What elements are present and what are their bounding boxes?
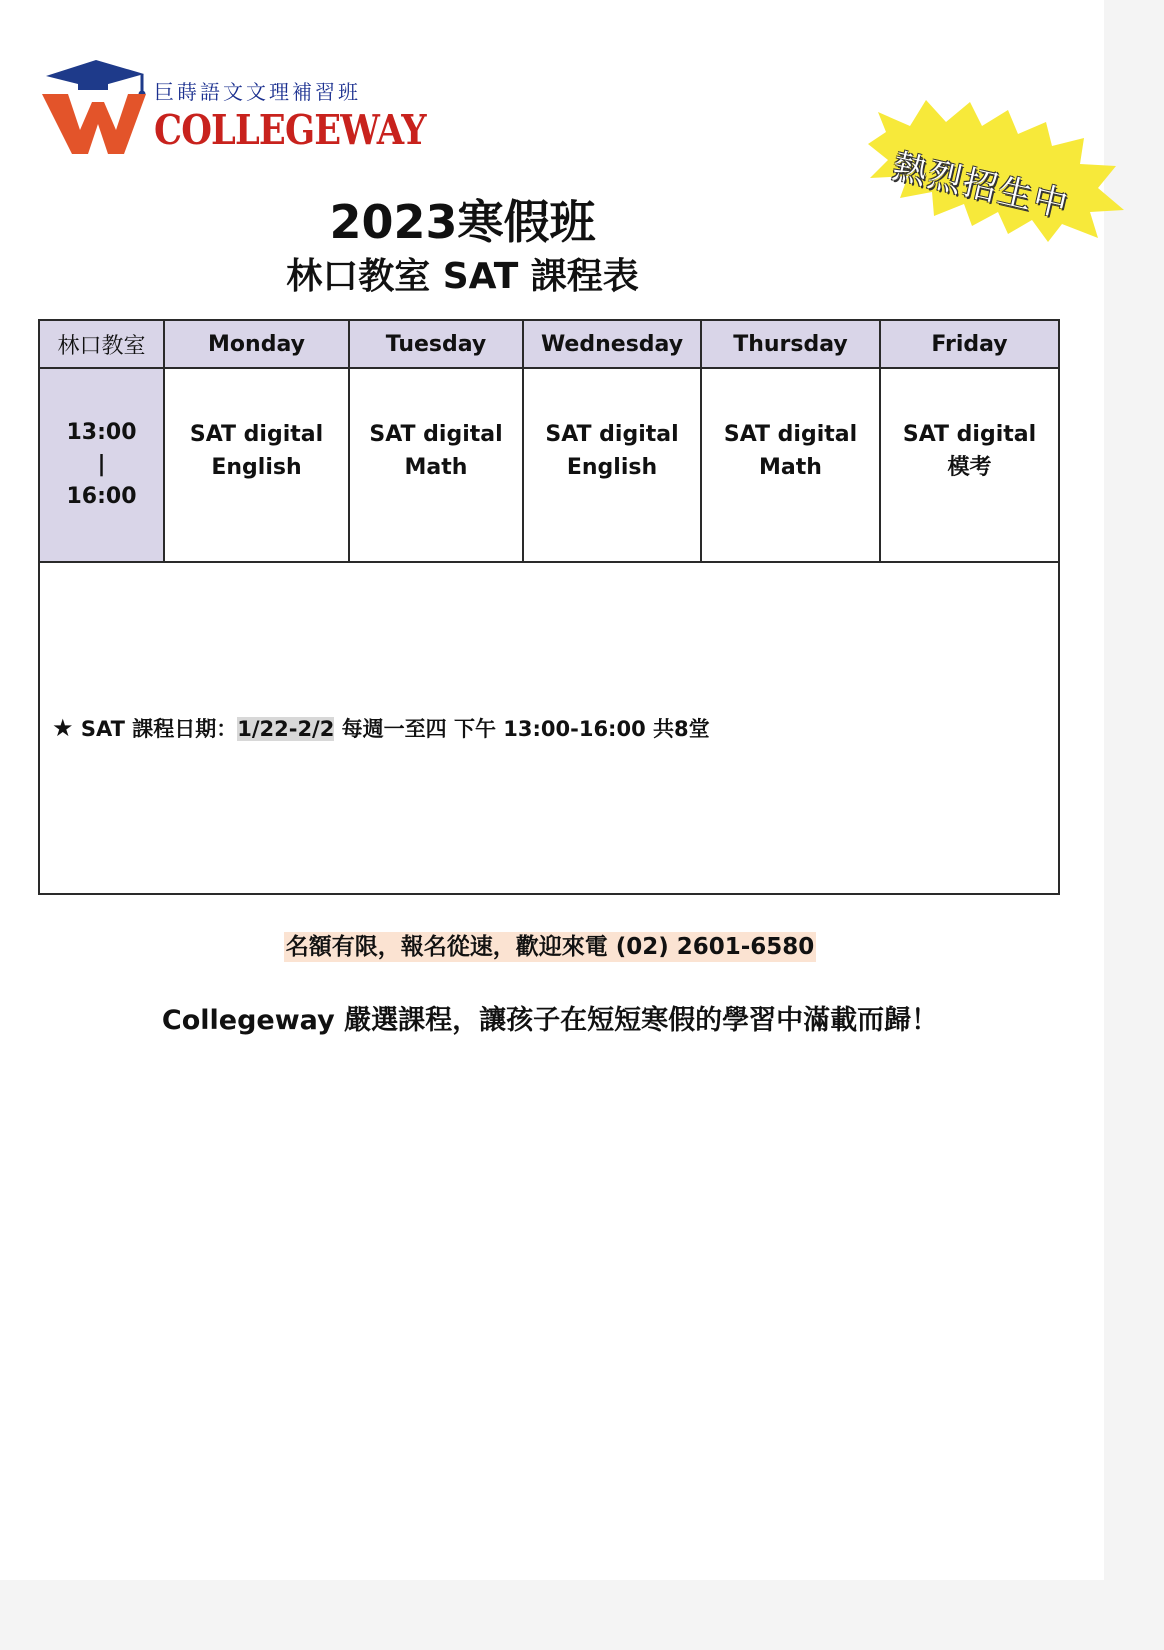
tagline: Collegeway 嚴選課程，讓孩子在短短寒假的學習中滿載而歸！ <box>161 1005 939 1036</box>
page-title: 2023寒假班 <box>329 195 596 249</box>
course-line2: English <box>211 455 302 480</box>
course-cell-monday <box>164 368 349 562</box>
course-line2: Math <box>759 455 822 480</box>
course-note-cell <box>39 562 1059 894</box>
header-day: Wednesday <box>523 320 701 368</box>
collegeway-logo <box>42 58 426 168</box>
header-classroom: 林口教室 <box>39 320 164 368</box>
course-line2: English <box>566 455 658 480</box>
page-edge-right <box>1104 0 1164 1650</box>
logo-w-mark-icon <box>42 58 154 158</box>
header-day: Monday <box>164 320 349 368</box>
course-line2: 模考 <box>947 455 992 480</box>
course-line1: SAT digital <box>545 422 679 447</box>
time-end: 16:00 <box>66 484 137 509</box>
page-edge-bottom <box>0 1580 1164 1650</box>
course-cell-thursday <box>701 368 880 562</box>
header-day: Thursday <box>701 320 880 368</box>
course-date-note <box>52 713 1058 743</box>
header-row <box>39 320 1059 368</box>
course-cell-friday <box>880 368 1059 562</box>
star-icon: ★ <box>52 714 74 742</box>
course-line1: SAT digital <box>189 422 324 447</box>
header-day: Tuesday <box>349 320 523 368</box>
time-start: 13:00 <box>66 420 137 445</box>
time-separator: | <box>97 452 106 477</box>
logo-name: COLLEGEWAY <box>154 106 426 154</box>
header-day: Friday <box>880 320 1059 368</box>
contact-text: 名額有限，報名從速，歡迎來電 (02) 2601-6580 <box>285 934 815 960</box>
note-prefix: SAT 課程日期： <box>73 717 238 741</box>
time-cell <box>39 368 164 562</box>
note-suffix: 每週一至四 下午 13:00-16:00 共8堂 <box>334 717 710 741</box>
note-row <box>39 562 1059 894</box>
schedule-table <box>38 319 1060 895</box>
page-subtitle: 林口教室 SAT 課程表 <box>286 256 639 297</box>
note-dates: 1/22-2/2 <box>237 717 335 741</box>
badge-text: 熱烈招生中 <box>888 146 1074 226</box>
course-line1: SAT digital <box>902 422 1037 447</box>
logo-subtitle: 巨蒔語文文理補習班 <box>154 80 361 104</box>
session-row <box>39 368 1059 562</box>
course-cell-tuesday <box>349 368 523 562</box>
course-cell-wednesday <box>523 368 701 562</box>
contact-line <box>0 928 1100 961</box>
course-line1: SAT digital <box>723 422 858 447</box>
course-line1: SAT digital <box>369 422 503 447</box>
course-line2: Math <box>404 455 468 480</box>
